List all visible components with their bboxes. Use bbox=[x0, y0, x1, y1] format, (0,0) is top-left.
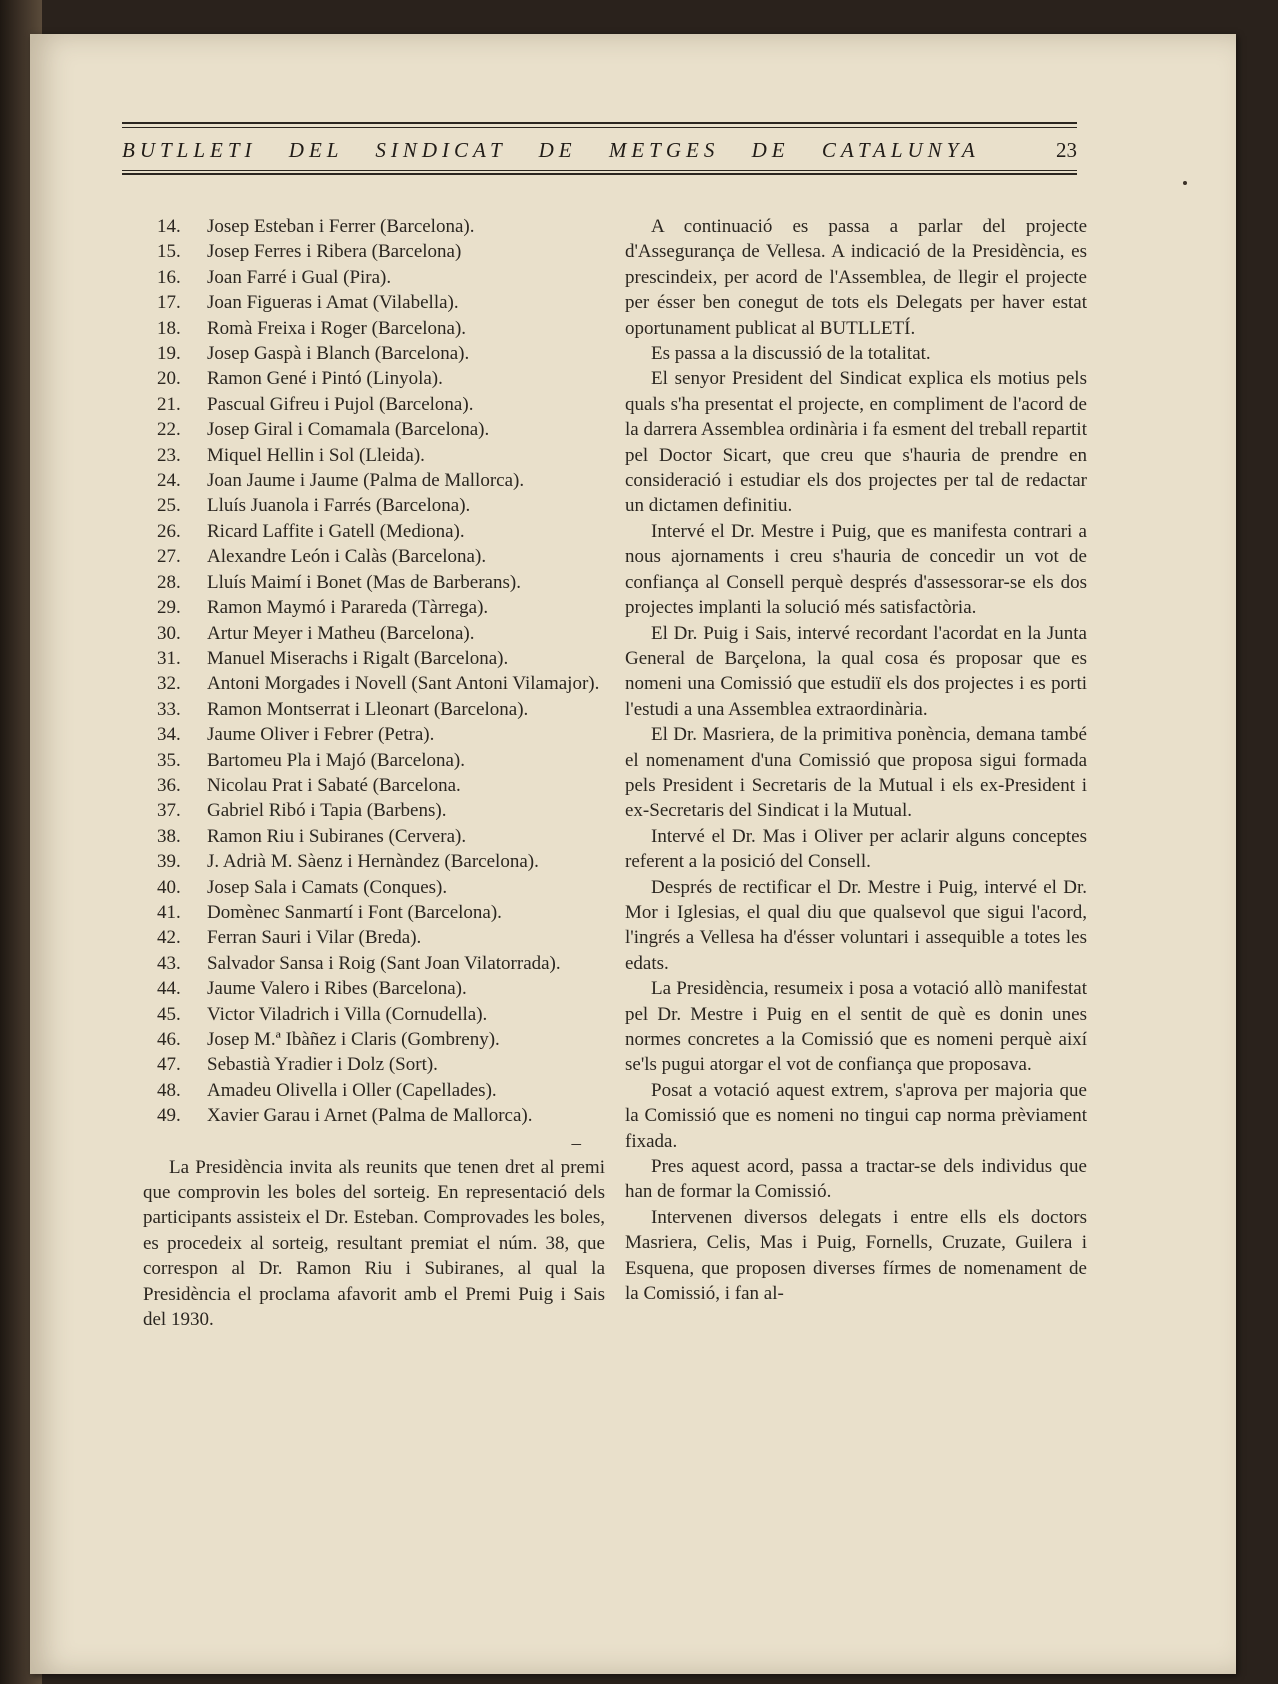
journal-title-text: BUTLLETI DEL SINDICAT DE METGES DE CATALUNYA bbox=[122, 138, 980, 162]
member-name: Victor Viladrich i Villa (Cornudella). bbox=[207, 1003, 488, 1025]
minutes-paragraph: A continuació es passa a parlar del projecte d'Assegurança de Vellesa. A indicació de la Presidència, es prescindeix, per acord de l'Assemblea, de llegir el projecte per ésser ben conegut de tots els Delegats per haver estat oportunament publicat al BUTLLETÍ. bbox=[625, 216, 1087, 339]
minutes-paragraph: Intervé el Dr. Mas i Oliver per aclarir alguns conceptes referent a la posició del Consell. bbox=[625, 825, 1087, 873]
member-entry bbox=[143, 366, 605, 391]
member-number: 34. bbox=[157, 724, 181, 746]
page-number: 23 bbox=[1056, 138, 1077, 162]
member-entry bbox=[143, 697, 605, 722]
member-entry bbox=[143, 1103, 605, 1128]
member-number: 15. bbox=[157, 241, 181, 263]
member-entry bbox=[143, 976, 605, 1001]
member-number: 40. bbox=[157, 876, 181, 898]
member-number: 44. bbox=[157, 978, 181, 1000]
member-entry bbox=[143, 493, 605, 518]
member-name: Ramon Montserrat i Lleonart (Barcelona). bbox=[207, 698, 529, 720]
member-number: 18. bbox=[157, 317, 181, 339]
member-name: Ferran Sauri i Vilar (Breda). bbox=[207, 927, 422, 949]
right-column bbox=[625, 214, 1087, 1306]
member-number: 25. bbox=[157, 495, 181, 517]
member-entry bbox=[143, 748, 605, 773]
member-number: 49. bbox=[157, 1105, 181, 1127]
member-name: Salvador Sansa i Roig (Sant Joan Vilatorrada). bbox=[207, 952, 561, 974]
member-name: Ramon Gené i Pintó (Linyola). bbox=[207, 368, 443, 390]
ink-speck bbox=[1183, 181, 1187, 185]
member-name: Jaume Valero i Ribes (Barcelona). bbox=[207, 978, 467, 1000]
member-number: 39. bbox=[157, 851, 181, 873]
member-name: J. Adrià M. Sàenz i Hernàndez (Barcelona). bbox=[207, 851, 539, 873]
member-name: Miquel Hellin i Sol (Lleida). bbox=[207, 444, 425, 466]
member-name: Josep Giral i Comamala (Barcelona). bbox=[207, 419, 490, 441]
member-name: Ramon Maymó i Parareda (Tàrrega). bbox=[207, 597, 489, 619]
member-number: 31. bbox=[157, 647, 181, 669]
member-number: 24. bbox=[157, 470, 181, 492]
member-entry bbox=[143, 316, 605, 341]
member-name: Joan Farré i Gual (Pira). bbox=[207, 266, 392, 288]
member-name: Lluís Maimí i Bonet (Mas de Barberans). bbox=[207, 571, 521, 593]
member-entry bbox=[143, 951, 605, 976]
member-number: 30. bbox=[157, 622, 181, 644]
member-entry bbox=[143, 900, 605, 925]
member-entry bbox=[143, 671, 605, 696]
member-entry bbox=[143, 1052, 605, 1077]
member-number: 41. bbox=[157, 901, 181, 923]
minutes-paragraph: El Dr. Puig i Sais, intervé recordant l'acordat en la Junta General de Barçelona, la qual cosa és proposar que es nomeni una Comissió que estudiï els dos projectes i es porti l'estudi a una Assemblea extraordinària. bbox=[625, 622, 1087, 720]
member-entry bbox=[143, 265, 605, 290]
member-name: Romà Freixa i Roger (Barcelona). bbox=[207, 317, 467, 339]
member-name: Josep Sala i Camats (Conques). bbox=[207, 876, 448, 898]
member-entry bbox=[143, 290, 605, 315]
member-name: Alexandre León i Calàs (Barcelona). bbox=[207, 546, 487, 568]
member-entry bbox=[143, 849, 605, 874]
member-entry bbox=[143, 798, 605, 823]
running-header bbox=[122, 122, 1077, 180]
member-entry bbox=[143, 443, 605, 468]
member-number: 36. bbox=[157, 774, 181, 796]
minutes-paragraph: El senyor President del Sindicat explica els motius pels quals s'ha presentat el projecte, en compliment de l'acord de la darrera Assemblea ordinària i fa esment del treball repartit pel Doctor Sicart, que creu que s'hauria de prendre en consideració i estudiar els dos projectes per tal de redactar un dictamen definitiu. bbox=[625, 368, 1087, 517]
minutes-paragraph: Pres aquest acord, passa a tractar-se dels individus que han de formar la Comissió. bbox=[625, 1156, 1087, 1203]
minutes-paragraph: Després de rectificar el Dr. Mestre i Puig, intervé el Dr. Mor i Iglesias, el qual diu que qualsevol que sigui l'acord, l'ingrés a Vellesa ha d'ésser voluntari i assequible a totes les edats. bbox=[625, 876, 1087, 974]
member-name: Nicolau Prat i Sabaté (Barcelona. bbox=[207, 774, 461, 796]
minutes-paragraph: El Dr. Masriera, de la primitiva ponència, demana també el nomenament d'una Comissió que proposa sigui formada pels President i Secretaris de la Mutual i els ex-President i ex-Secretaris del Sindicat i la Mutual. bbox=[625, 724, 1087, 822]
separator-mark: – bbox=[571, 1132, 581, 1154]
member-name: Gabriel Ribó i Tapia (Barbens). bbox=[207, 800, 447, 822]
member-name: Xavier Garau i Arnet (Palma de Mallorca). bbox=[207, 1105, 533, 1127]
member-number: 47. bbox=[157, 1054, 181, 1076]
member-name: Sebastià Yradier i Dolz (Sort). bbox=[207, 1054, 438, 1076]
member-entry bbox=[143, 239, 605, 264]
member-name: Pascual Gifreu i Pujol (Barcelona). bbox=[207, 393, 474, 415]
member-entry bbox=[143, 875, 605, 900]
member-entry bbox=[143, 468, 605, 493]
minutes-paragraph: Posat a votació aquest extrem, s'aprova per majoria que la Comissió que es nomeni no tingui cap norma prèviament fixada. bbox=[625, 1079, 1087, 1152]
member-entry bbox=[143, 570, 605, 595]
member-name: Domènec Sanmartí i Font (Barcelona). bbox=[207, 901, 502, 923]
member-number: 35. bbox=[157, 749, 181, 771]
member-entry bbox=[143, 392, 605, 417]
left-column bbox=[143, 214, 605, 1351]
member-number: 43. bbox=[157, 952, 181, 974]
member-entry bbox=[143, 722, 605, 747]
member-list bbox=[143, 214, 605, 1129]
member-number: 29. bbox=[157, 597, 181, 619]
member-number: 19. bbox=[157, 343, 181, 365]
member-number: 32. bbox=[157, 673, 181, 695]
member-name: Josep Gaspà i Blanch (Barcelona). bbox=[207, 343, 470, 365]
member-number: 17. bbox=[157, 292, 181, 314]
member-entry bbox=[143, 544, 605, 569]
member-entry bbox=[143, 595, 605, 620]
header-rule-top bbox=[122, 122, 1077, 124]
member-name: Lluís Juanola i Farrés (Barcelona). bbox=[207, 495, 471, 517]
member-number: 38. bbox=[157, 825, 181, 847]
member-number: 14. bbox=[157, 216, 181, 237]
member-number: 42. bbox=[157, 927, 181, 949]
member-number: 33. bbox=[157, 698, 181, 720]
raffle-paragraph: La Presidència invita als reunits que tenen dret al premi que comprovin les boles del sorteig. En representació dels participants assisteix el Dr. Esteban. Comprovades les boles, es procedeix al sorteig, resultant premiat el núm. 38, que correspon al Dr. Ramon Riu i Subiranes, al qual la Presidència el proclama afavorit amb el Premi Puig i Sais del 1930. bbox=[143, 1156, 605, 1331]
member-number: 27. bbox=[157, 546, 181, 568]
member-number: 46. bbox=[157, 1029, 181, 1050]
member-entry bbox=[143, 824, 605, 849]
member-number: 16. bbox=[157, 266, 181, 288]
member-entry bbox=[143, 621, 605, 646]
member-name: Josep M.ª Ibàñez i Claris (Gombreny). bbox=[207, 1029, 500, 1050]
section-separator bbox=[143, 1129, 605, 1153]
member-number: 37. bbox=[157, 800, 181, 822]
member-entry bbox=[143, 1027, 605, 1052]
member-name: Josep Ferres i Ribera (Barcelona) bbox=[207, 241, 462, 263]
header-rule-bottom-thin bbox=[122, 170, 1077, 171]
member-number: 21. bbox=[157, 393, 181, 415]
member-name: Joan Figueras i Amat (Vilabella). bbox=[207, 292, 459, 314]
member-name: Antoni Morgades i Novell (Sant Antoni Vilamajor). bbox=[207, 673, 600, 695]
header-rule-bottom bbox=[122, 173, 1077, 175]
member-number: 22. bbox=[157, 419, 181, 441]
member-name: Ramon Riu i Subiranes (Cervera). bbox=[207, 825, 467, 847]
member-name: Artur Meyer i Matheu (Barcelona). bbox=[207, 622, 475, 644]
minutes-paragraph: Es passa a la discussió de la totalitat. bbox=[651, 343, 931, 365]
minutes-paragraph: Intervé el Dr. Mestre i Puig, que es manifesta contrari a nous ajornaments i creu s'hauria de concedir un vot de confiança al Consell perquè després d'assessorar-se els dos projectes implanti la solució més satisfactòria. bbox=[625, 520, 1087, 619]
member-entry bbox=[143, 1002, 605, 1027]
member-entry bbox=[143, 1078, 605, 1103]
minutes-paragraph: Intervenen diversos delegats i entre ells els doctors Masriera, Celis, Mas i Puig, Fornells, Cruzate, Guilera i Esquena, que proposen diverses fírmes de nomenament de la Comissió, i fan al- bbox=[625, 1206, 1087, 1305]
minutes-paragraph: La Presidència, resumeix i posa a votació allò manifestat pel Dr. Mestre i Puig en el sentit de què es donin unes normes concretes a la Comissió que es nomeni perquè així se'ls pugui atorgar el vot de confiança que proposava. bbox=[625, 978, 1087, 1076]
member-number: 26. bbox=[157, 520, 181, 542]
member-number: 45. bbox=[157, 1003, 181, 1025]
member-name: Manuel Miserachs i Rigalt (Barcelona). bbox=[207, 647, 509, 669]
member-name: Bartomeu Pla i Majó (Barcelona). bbox=[207, 749, 466, 771]
member-number: 48. bbox=[157, 1079, 181, 1101]
member-entry bbox=[143, 925, 605, 950]
member-name: Josep Esteban i Ferrer (Barcelona). bbox=[207, 216, 475, 237]
member-entry bbox=[143, 341, 605, 366]
member-entry bbox=[143, 417, 605, 442]
member-name: Ricard Laffite i Gatell (Mediona). bbox=[207, 520, 465, 542]
member-number: 23. bbox=[157, 444, 181, 466]
member-number: 20. bbox=[157, 368, 181, 390]
member-entry bbox=[143, 646, 605, 671]
header-rule-top-thin bbox=[122, 127, 1077, 128]
member-entry bbox=[143, 773, 605, 798]
member-entry bbox=[143, 519, 605, 544]
journal-title bbox=[122, 138, 1077, 163]
member-name: Joan Jaume i Jaume (Palma de Mallorca). bbox=[207, 470, 525, 492]
member-entry bbox=[143, 214, 605, 239]
member-number: 28. bbox=[157, 571, 181, 593]
member-name: Jaume Oliver i Febrer (Petra). bbox=[207, 724, 435, 746]
member-name: Amadeu Olivella i Oller (Capellades). bbox=[207, 1079, 497, 1101]
